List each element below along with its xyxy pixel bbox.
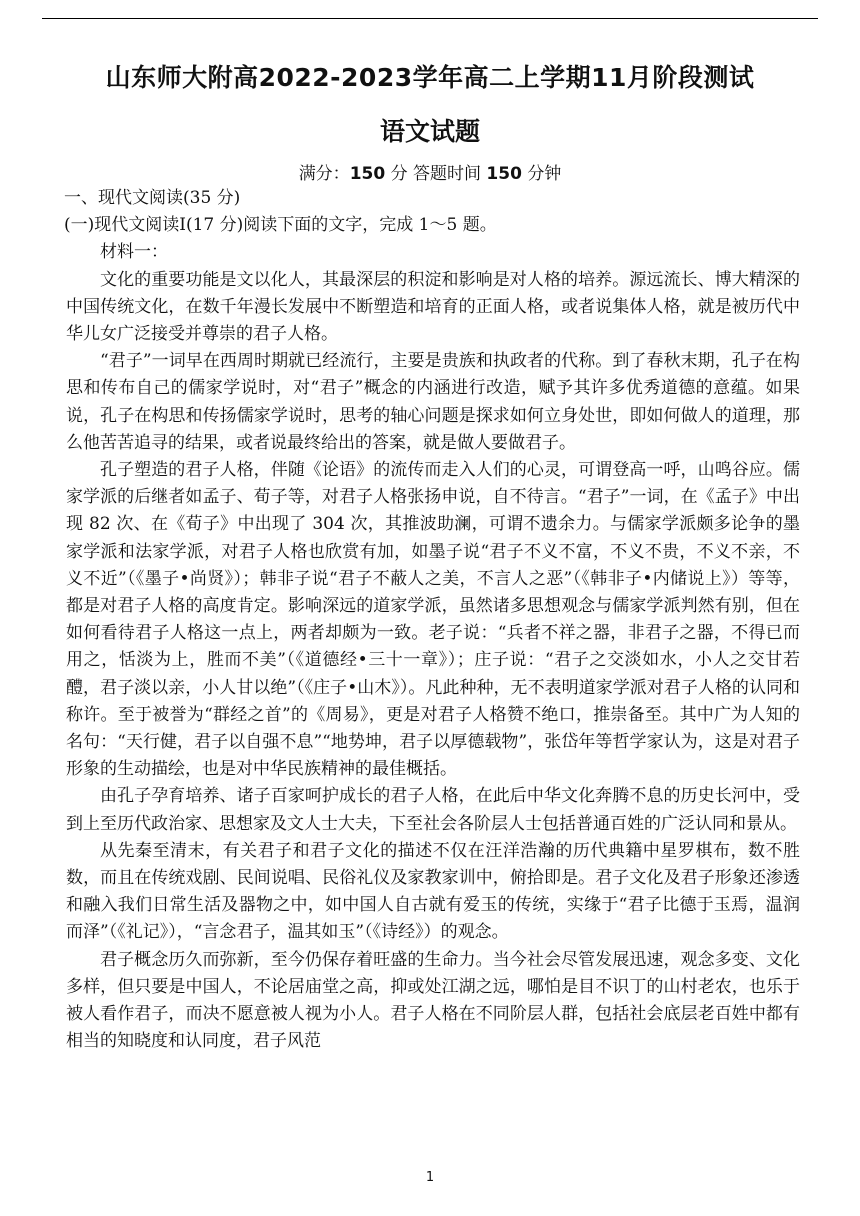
section-subheading: (一)现代文阅读Ⅰ(17 分)阅读下面的文字，完成 1～5 题。 bbox=[64, 215, 497, 236]
paragraph: 由孔子孕育培养、诸子百家呵护成长的君子人格，在此后中华文化奔腾不息的历史长河中，受到上至历代政治家、思想家及文人士大夫，下至社会各阶层人士包括普通百姓的广泛认同和景从。 bbox=[66, 786, 800, 834]
paragraph: 从先秦至清末，有关君子和君子文化的描述不仅在汪洋浩瀚的历代典籍中星罗棋布，数不胜数，而且在传统戏剧、民间说唱、民俗礼仪及家教家训中，俯拾即是。君子文化及君子形象还渗透和融入我们日常生活及器物之中，如中国人自古就有爱玉的传统，实缘于“君子比德于玉焉，温润而泽”（《礼记》），“言念君子，温其如玉”（《诗经》）的观念。 bbox=[66, 840, 800, 943]
document-body bbox=[66, 185, 800, 1055]
page-number: 1 bbox=[425, 1170, 435, 1185]
exam-meta bbox=[0, 159, 860, 184]
time-prefix: 答题时间 bbox=[413, 164, 481, 184]
document-subtitle: 语文试题 bbox=[379, 117, 480, 146]
header-rule bbox=[42, 18, 818, 19]
score-prefix: 满分： bbox=[298, 164, 350, 184]
paragraph: “君子”一词早在西周时期就已经流行，主要是贵族和执政者的代称。到了春秋末期，孔子在构思和传布自己的儒家学说时，对“君子”概念的内涵进行改造，赋予其许多优秀道德的意蕴。如果说，孔子在构思和传扬儒家学说时，思考的轴心问题是探求如何立身处世，即如何做人的道理，那么他苦苦追寻的结果，或者说最终给出的答案，就是做人要做君子。 bbox=[66, 351, 800, 453]
paragraph: 孔子塑造的君子人格，伴随《论语》的流传而走入人们的心灵，可谓登高一呼，山鸣谷应。儒家学派的后继者如孟子、荀子等，对君子人格张扬申说，自不待言。“君子”一词，在《孟子》中出现 82 次、在《荀子》中出现了 304 次，其推波助澜，可谓不遗余力。与儒家学派颇多论争的墨家学派和法家学派，对君子人格也欣赏有加，如墨子说“君子不义不富，不义不贵，不义不亲，不义不近”（《墨子•尚贤》）；韩非子说“君子不蔽人之美，不言人之恶”（《韩非子•内储说上》）等等，都是对君子人格的高度肯定。影响深远的道家学派，虽然诸多思想观念与儒家学派判然有别，但在如何看待君子人格这一点上，两者却颇为一致。老子说：“兵者不祥之器，非君子之器，不得已而用之，恬淡为上，胜而不美”（《道德经•三十一章》）；庄子说：“君子之交淡如水，小人之交甘若醴，君子淡以亲，小人甘以绝”（《庄子•山木》）。凡此种种，无不表明道家学派对君子人格的认同和称许。至于被誉为“群经之首”的《周易》，更是对君子人格赞不绝口，推崇备至。其中广为人知的名句：“天行健，君子以自强不息”“地势坤，君子以厚德载物”，张岱年等哲学家认为，这是对君子形象的生动描绘，也是对中华民族精神的最佳概括。 bbox=[66, 459, 800, 780]
score-unit: 分 bbox=[390, 164, 408, 184]
section-heading: 一、现代文阅读(35 分) bbox=[64, 188, 241, 208]
paragraph: 文化的重要功能是文以化人，其最深层的积淀和影响是对人格的培养。源远流长、博大精深的中国传统文化，在数千年漫长发展中不断塑造和培育的正面人格，或者说集体人格，就是被历代中华儿女广泛接受并尊崇的君子人格。 bbox=[66, 269, 800, 344]
material-label: 材料一： bbox=[100, 242, 168, 263]
time-value: 150 bbox=[486, 164, 522, 184]
score-value: 150 bbox=[349, 164, 386, 184]
paragraph: 君子概念历久而弥新，至今仍保存着旺盛的生命力。当今社会尽管发展迅速，观念多变、文化多样，但只要是中国人，不论居庙堂之高，抑或处江湖之远，哪怕是目不识丁的山村老农，也乐于被人看作君子，而决不愿意被人视为小人。君子人格在不同阶层人群，包括社会底层老百姓中都有相当的知晓度和认同度，君子风范 bbox=[66, 949, 800, 1052]
document-title: 山东师大附高2022-2023学年高二上学期11月阶段测试 bbox=[105, 63, 755, 92]
time-unit: 分钟 bbox=[527, 164, 562, 184]
